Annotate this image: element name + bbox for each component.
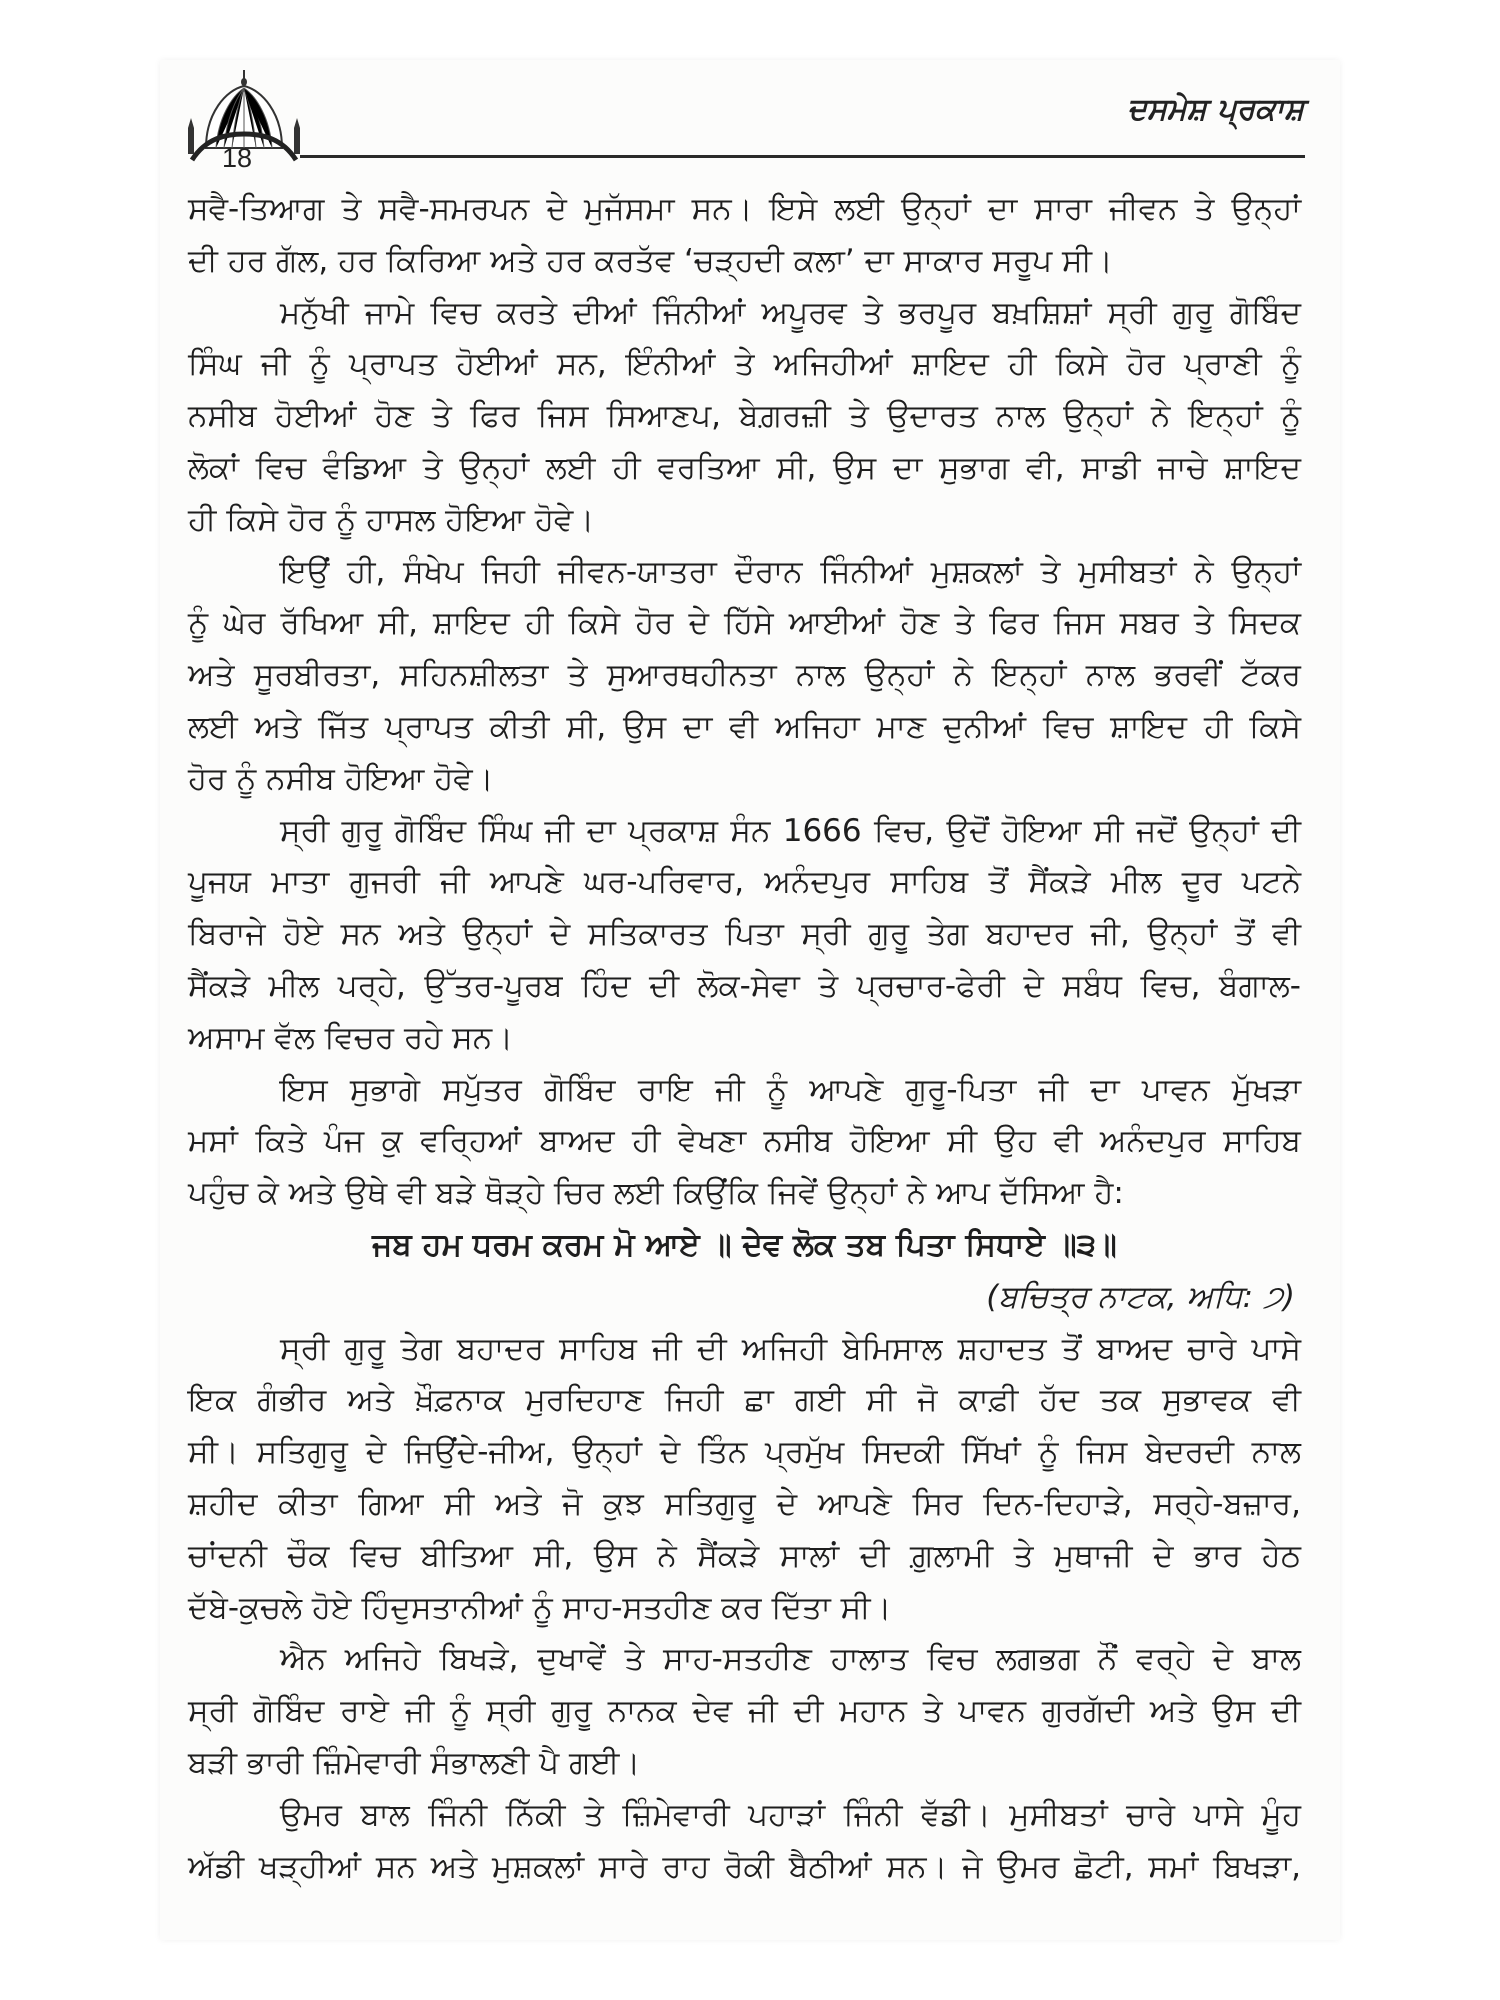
text-line: ਸਿੰਘ ਜੀ ਨੂੰ ਪ੍ਰਾਪਤ ਹੋਈਆਂ ਸਨ, ਇੰਨੀਆਂ ਤੇ ਅਜਿਹੀਆਂ ਸ਼ਾਇਦ ਹੀ ਕਿਸੇ ਹੋਰ ਪ੍ਰਾਣੀ ਨੂੰ (188, 346, 1301, 383)
text-line: ਲਈ ਅਤੇ ਜਿੱਤ ਪ੍ਰਾਪਤ ਕੀਤੀ ਸੀ, ਉਸ ਦਾ ਵੀ ਅਜਿਹਾ ਮਾਣ ਦੁਨੀਆਂ ਵਿਚ ਸ਼ਾਇਦ ਹੀ ਕਿਸੇ (188, 708, 1301, 745)
text-line: ਇਸ ਸੁਭਾਗੇ ਸਪੁੱਤਰ ਗੋਬਿੰਦ ਰਾਇ ਜੀ ਨੂੰ ਆਪਣੇ ਗੁਰੂ-ਪਿਤਾ ਜੀ ਦਾ ਪਾਵਨ ਮੁੱਖੜਾ (280, 1071, 1301, 1108)
text-line: ਐਨ ਅਜਿਹੇ ਬਿਖੜੇ, ਦੁਖਾਵੇਂ ਤੇ ਸਾਹ-ਸਤਹੀਣ ਹਾਲਾਤ ਵਿਚ ਲਗਭਗ ਨੌਂ ਵਰ੍ਹੇ ਦੇ ਬਾਲ (280, 1641, 1301, 1678)
text-line: ਇਕ ਗੰਭੀਰ ਅਤੇ ਖ਼ੌਫ਼ਨਾਕ ਮੁਰਦਿਹਾਣ ਜਿਹੀ ਛਾ ਗਈ ਸੀ ਜੋ ਕਾਫ਼ੀ ਹੱਦ ਤਕ ਸੁਭਾਵਕ ਵੀ (188, 1382, 1301, 1419)
text-line: ਹੀ ਕਿਸੇ ਹੋਰ ਨੂੰ ਹਾਸਲ ਹੋਇਆ ਹੋਵੇ। (188, 501, 595, 538)
text-line: ਇਉਂ ਹੀ, ਸੰਖੇਪ ਜਿਹੀ ਜੀਵਨ-ਯਾਤਰਾ ਦੌਰਾਨ ਜਿੰਨੀਆਂ ਮੁਸ਼ਕਲਾਂ ਤੇ ਮੁਸੀਬਤਾਂ ਨੇ ਉਨ੍ਹਾਂ (280, 553, 1301, 590)
text-line: ਸ੍ਰੀ ਗੋਬਿੰਦ ਰਾਏ ਜੀ ਨੂੰ ਸ੍ਰੀ ਗੁਰੂ ਨਾਨਕ ਦੇਵ ਜੀ ਦੀ ਮਹਾਨ ਤੇ ਪਾਵਨ ਗੁਰਗੱਦੀ ਅਤੇ ਉਸ ਦੀ (188, 1693, 1301, 1730)
page-number: 18 (222, 143, 253, 173)
paragraph (188, 1634, 1301, 1789)
paragraph (188, 1065, 1301, 1220)
text-line: ਅਤੇ ਸੂਰਬੀਰਤਾ, ਸਹਿਨਸ਼ੀਲਤਾ ਤੇ ਸੁਆਰਥਹੀਨਤਾ ਨਾਲ ਉਨ੍ਹਾਂ ਨੇ ਇਨ੍ਹਾਂ ਨਾਲ ਭਰਵੀਂ ਟੱਕਰ (188, 657, 1301, 694)
paragraph (188, 806, 1301, 1065)
paragraph (188, 1324, 1301, 1635)
text-line: ਸੀ। ਸਤਿਗੁਰੂ ਦੇ ਜਿਉਂਦੇ-ਜੀਅ, ਉਨ੍ਹਾਂ ਦੇ ਤਿੰਨ ਪ੍ਰਮੁੱਖ ਸਿਦਕੀ ਸਿੱਖਾਂ ਨੂੰ ਜਿਸ ਬੇਦਰਦੀ ਨਾਲ (188, 1434, 1301, 1471)
paragraph (188, 1790, 1301, 1894)
paragraph (188, 547, 1301, 806)
text-line: ਪੂਜਯ ਮਾਤਾ ਗੁਜਰੀ ਜੀ ਆਪਣੇ ਘਰ-ਪਰਿਵਾਰ, ਅਨੰਦਪੁਰ ਸਾਹਿਬ ਤੋਂ ਸੈਂਕੜੇ ਮੀਲ ਦੂਰ ਪਟਨੇ (188, 864, 1301, 901)
text-line: ਬਿਰਾਜੇ ਹੋਏ ਸਨ ਅਤੇ ਉਨ੍ਹਾਂ ਦੇ ਸਤਿਕਾਰਤ ਪਿਤਾ ਸ੍ਰੀ ਗੁਰੂ ਤੇਗ ਬਹਾਦਰ ਜੀ, ਉਨ੍ਹਾਂ ਤੋਂ ਵੀ (188, 916, 1301, 953)
text-line: ਨਸੀਬ ਹੋਈਆਂ ਹੋਣ ਤੇ ਫਿਰ ਜਿਸ ਸਿਆਣਪ, ਬੇਗ਼ਰਜ਼ੀ ਤੇ ਉਦਾਰਤ ਨਾਲ ਉਨ੍ਹਾਂ ਨੇ ਇਨ੍ਹਾਂ ਨੂੰ (188, 398, 1301, 435)
text-line: ਦੱਬੇ-ਕੁਚਲੇ ਹੋਏ ਹਿੰਦੁਸਤਾਨੀਆਂ ਨੂੰ ਸਾਹ-ਸਤਹੀਣ ਕਰ ਦਿੱਤਾ ਸੀ। (188, 1589, 892, 1626)
text-line: ਲੋਕਾਂ ਵਿਚ ਵੰਡਿਆ ਤੇ ਉਨ੍ਹਾਂ ਲਈ ਹੀ ਵਰਤਿਆ ਸੀ, ਉਸ ਦਾ ਸੁਭਾਗ ਵੀ, ਸਾਡੀ ਜਾਚੇ ਸ਼ਾਇਦ (188, 449, 1301, 486)
paragraph (188, 288, 1301, 547)
text-line: ਜਬ ਹਮ ਧਰਮ ਕਰਮ ਮੋ ਆਏ ॥ ਦੇਵ ਲੋਕ ਤਬ ਪਿਤਾ ਸਿਧਾਏ ॥੩॥ (372, 1226, 1117, 1263)
header-rule (300, 155, 1305, 158)
text-line: ਸ੍ਰੀ ਗੁਰੂ ਗੋਬਿੰਦ ਸਿੰਘ ਜੀ ਦਾ ਪ੍ਰਕਾਸ਼ ਸੰਨ 1666 ਵਿਚ, ਉਦੋਂ ਹੋਇਆ ਸੀ ਜਦੋਂ ਉਨ੍ਹਾਂ ਦੀ (280, 812, 1301, 849)
text-line: ਸ੍ਰੀ ਗੁਰੂ ਤੇਗ ਬਹਾਦਰ ਸਾਹਿਬ ਜੀ ਦੀ ਅਜਿਹੀ ਬੇਮਿਸਾਲ ਸ਼ਹਾਦਤ ਤੋਂ ਬਾਅਦ ਚਾਰੇ ਪਾਸੇ (280, 1330, 1301, 1367)
text-line: ਚਾਂਦਨੀ ਚੌਕ ਵਿਚ ਬੀਤਿਆ ਸੀ, ਉਸ ਨੇ ਸੈਂਕੜੇ ਸਾਲਾਂ ਦੀ ਗ਼ੁਲਾਮੀ ਤੇ ਮੁਥਾਜੀ ਦੇ ਭਾਰ ਹੇਠ (188, 1537, 1301, 1574)
text-line: ਸ਼ਹੀਦ ਕੀਤਾ ਗਿਆ ਸੀ ਅਤੇ ਜੋ ਕੁਝ ਸਤਿਗੁਰੂ ਦੇ ਆਪਣੇ ਸਿਰ ਦਿਨ-ਦਿਹਾੜੇ, ਸਰ੍ਹੇ-ਬਜ਼ਾਰ, (188, 1485, 1301, 1522)
text-line: ਦੀ ਹਰ ਗੱਲ, ਹਰ ਕਿਰਿਆ ਅਤੇ ਹਰ ਕਰਤੱਵ ‘ਚੜ੍ਹਦੀ ਕਲਾ’ ਦਾ ਸਾਕਾਰ ਸਰੂਪ ਸੀ। (188, 242, 1113, 279)
text-line: ਸਵੈ-ਤਿਆਗ ਤੇ ਸਵੈ-ਸਮਰਪਨ ਦੇ ਮੁਜੱਸਮਾ ਸਨ। ਇਸੇ ਲਈ ਉਨ੍ਹਾਂ ਦਾ ਸਾਰਾ ਜੀਵਨ ਤੇ ਉਨ੍ਹਾਂ (188, 191, 1301, 227)
scripture-quote (188, 1220, 1301, 1272)
text-line: ਬੜੀ ਭਾਰੀ ਜ਼ਿੰਮੇਵਾਰੀ ਸੰਭਾਲਣੀ ਪੈ ਗਈ। (188, 1744, 641, 1781)
body-text (188, 184, 1301, 1893)
text-line: (ਬਚਿਤ੍ਰ ਨਾਟਕ, ਅਧਿ: ੭) (986, 1278, 1295, 1315)
running-title: ਦਸਮੇਸ਼ ਪ੍ਰਕਾਸ਼ (1127, 92, 1304, 127)
text-line: ਮਨੁੱਖੀ ਜਾਮੇ ਵਿਚ ਕਰਤੇ ਦੀਆਂ ਜਿੰਨੀਆਂ ਅਪੂਰਵ ਤੇ ਭਰਪੂਰ ਬਖ਼ਸ਼ਿਸ਼ਾਂ ਸ੍ਰੀ ਗੁਰੂ ਗੋਬਿੰਦ (280, 294, 1301, 331)
text-line: ਹੋਰ ਨੂੰ ਨਸੀਬ ਹੋਇਆ ਹੋਵੇ। (188, 760, 494, 797)
text-line: ਮਸਾਂ ਕਿਤੇ ਪੰਜ ਕੁ ਵਰ੍ਹਿਆਂ ਬਾਅਦ ਹੀ ਵੇਖਣਾ ਨਸੀਬ ਹੋਇਆ ਸੀ ਉਹ ਵੀ ਅਨੰਦਪੁਰ ਸਾਹਿਬ (188, 1123, 1301, 1160)
text-line: ਨੂੰ ਘੇਰ ਰੱਖਿਆ ਸੀ, ਸ਼ਾਇਦ ਹੀ ਕਿਸੇ ਹੋਰ ਦੇ ਹਿੱਸੇ ਆਈਆਂ ਹੋਣ ਤੇ ਫਿਰ ਜਿਸ ਸਬਰ ਤੇ ਸਿਦਕ (188, 605, 1301, 642)
text-line: ਪਹੁੰਚ ਕੇ ਅਤੇ ਉਥੇ ਵੀ ਬੜੇ ਥੋੜ੍ਹੇ ਚਿਰ ਲਈ ਕਿਉਂਕਿ ਜਿਵੇਂ ਉਨ੍ਹਾਂ ਨੇ ਆਪ ਦੱਸਿਆ ਹੈ: (188, 1175, 1124, 1212)
text-line: ਉਮਰ ਬਾਲ ਜਿੰਨੀ ਨਿੱਕੀ ਤੇ ਜ਼ਿੰਮੇਵਾਰੀ ਪਹਾੜਾਂ ਜਿੰਨੀ ਵੱਡੀ। ਮੁਸੀਬਤਾਂ ਚਾਰੇ ਪਾਸੇ ਮੂੰਹ (280, 1796, 1301, 1833)
text-line: ਅਸਾਮ ਵੱਲ ਵਿਚਰ ਰਹੇ ਸਨ। (188, 1019, 514, 1056)
text-line: ਅੱਡੀ ਖੜ੍ਹੀਆਂ ਸਨ ਅਤੇ ਮੁਸ਼ਕਲਾਂ ਸਾਰੇ ਰਾਹ ਰੋਕੀ ਬੈਠੀਆਂ ਸਨ। ਜੇ ਉਮਰ ਛੋਟੀ, ਸਮਾਂ ਬਿਖੜਾ, (188, 1848, 1301, 1885)
quote-citation (188, 1272, 1301, 1324)
paragraph (188, 184, 1301, 288)
text-line: ਸੈਂਕੜੇ ਮੀਲ ਪਰ੍ਹੇ, ਉੱਤਰ-ਪੂਰਬ ਹਿੰਦ ਦੀ ਲੋਕ-ਸੇਵਾ ਤੇ ਪ੍ਰਚਾਰ-ਫੇਰੀ ਦੇ ਸਬੰਧ ਵਿਚ, ਬੰਗਾਲ- (188, 967, 1301, 1004)
